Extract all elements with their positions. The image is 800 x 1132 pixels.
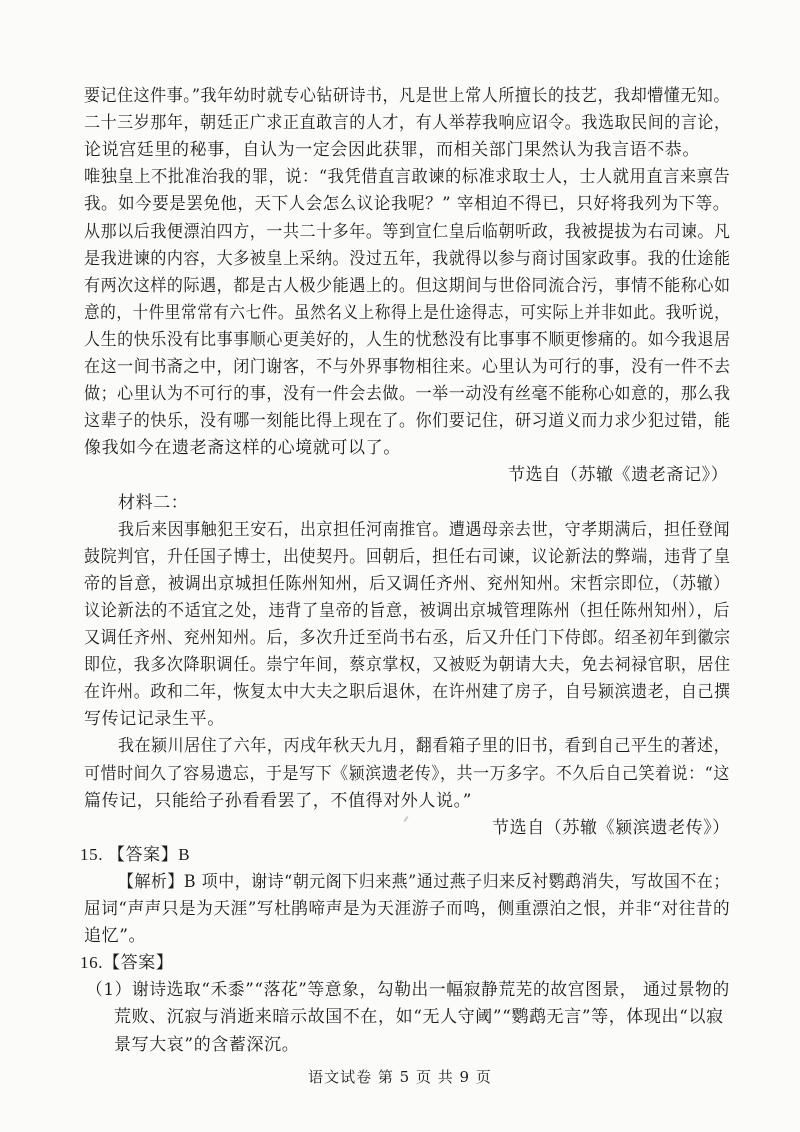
answer-heading: 16.【答案】 bbox=[80, 953, 174, 972]
page-footer: 语文试卷 第 5 页 共 9 页 bbox=[308, 1068, 492, 1086]
text-line: 要记住这件事。”我年幼时就专心钻研诗书，凡是世上常人所擅长的技艺，我却懵懂无知。 bbox=[84, 86, 730, 106]
analysis-line: 追忆”。 bbox=[84, 926, 147, 946]
text-line: 这辈子的快乐，没有哪一刻能比得上现在了。你们要记住，研习道义而力求少犯过错，能 bbox=[84, 411, 731, 431]
answer-line: 景写大哀”的含蓄深沉。 bbox=[114, 1035, 300, 1055]
text-line: 做；心里认为不可行的事，没有一件会去做。一举一动没有丝毫不能称心如意的，那么我 bbox=[84, 384, 731, 404]
answer-line: （1）谢诗选取“禾黍”“落花”等意象，勾勒出一幅寂静荒芜的故宫图景， 通过景物的 bbox=[86, 980, 730, 1000]
text-line: 从那以后我便漂泊四方，一共二十多年。等到宣仁皇后临朝听政，我被提拔为右司谏。凡 bbox=[84, 222, 731, 242]
text-line: 是我进谏的内容，大多被皇上采纳。没过五年，我就得以参与商讨国家政事。我的仕途能 bbox=[84, 249, 731, 269]
text-line: 议论新法的不适宜之处，违背了皇帝的旨意，被调出京城管理陈州（担任陈州知州），后 bbox=[84, 601, 731, 621]
text-line: 有两次这样的际遇，都是古人极少能遇上的。但这期间与世俗同流合污，事情不能称心如 bbox=[84, 276, 731, 296]
answer-heading: 15. 【答案】B bbox=[80, 845, 191, 864]
text-line: 即位，我多次降职调任。崇宁年间，蔡京掌权，又被贬为朝请大夫，免去祠禄官职，居住 bbox=[84, 655, 731, 675]
scan-mark bbox=[403, 816, 408, 822]
text-line: 我。如今要是罢免他，天下人会怎么议论我呢？” 宰相迫不得已，只好将我列为下等。 bbox=[84, 194, 730, 214]
source-attribution: 节选自（苏辙《颍滨遗老传》） bbox=[492, 818, 730, 838]
text-line: 鼓院判官，升任国子博士，出使契丹。回朝后，担任右司谏，议论新法的弊端，违背了皇 bbox=[84, 547, 731, 567]
text-line: 写传记记录生平。 bbox=[84, 709, 225, 729]
text-line: 我在颍川居住了六年，丙戌年秋天九月，翻看箱子里的旧书，看到自己平生的著述， bbox=[118, 736, 731, 756]
text-line: 论说宫廷里的秘事，自认为一定会因此获罪，而相关部门果然认为我言语不恭。 bbox=[84, 140, 700, 160]
analysis-line: 屈词“声声只是为天涯”写杜鹃啼声是为天涯游子而鸣，侧重漂泊之恨，并非“对往昔的 bbox=[84, 899, 731, 919]
section-heading: 材料二： bbox=[118, 493, 189, 513]
text-line: 在这一间书斋之中，闭门谢客，不与外界事物相往来。心里认为可行的事，没有一件不去 bbox=[84, 357, 731, 377]
text-line: 二十三岁那年，朝廷正广求正直敢言的人才，有人举荐我响应诏令。我选取民间的言论， bbox=[84, 113, 731, 133]
analysis-line: 【解析】B 项中，谢诗“朝元阁下归来燕”通过燕子归来反衬鹦鹉消失，写故国不在； bbox=[118, 872, 730, 892]
source-attribution: 节选自（苏辙《遗老斋记》） bbox=[508, 465, 729, 485]
text-line: 篇传记，只能给子孙看看罢了，不值得对外人说。” bbox=[84, 791, 472, 811]
answer-line: 荒败、沉寂与消逝来暗示故国不在，如“无人守阈”“鹦鹉无言”等，体现出“以寂 bbox=[114, 1007, 724, 1027]
text-line: 像我如今在遗老斋这样的心境就可以了。 bbox=[84, 438, 401, 458]
text-line: 唯独皇上不批准治我的罪，说：“我凭借直言敢谏的标准求取士人，士人就用直言来禀告 bbox=[84, 167, 731, 187]
text-line: 我后来因事触犯王安石，出京担任河南推官。遭遇母亲去世，守孝期满后，担任登闻 bbox=[118, 520, 731, 540]
text-line: 可惜时间久了容易遗忘，于是写下《颍滨遗老传》，共一万多字。不久后自己笑着说：“这 bbox=[84, 764, 730, 784]
text-line: 意的，十件里常常有六七件。虽然名义上称得上是仕途得志，可实际上并非如此。我听说， bbox=[84, 303, 731, 323]
text-line: 人生的快乐没有比事事顺心更美好的，人生的忧愁没有比事事不顺更惨痛的。如今我退居 bbox=[84, 330, 731, 350]
text-line: 帝的旨意，被调出京城担任陈州知州，后又调任齐州、兖州知州。宋哲宗即位，（苏辙） bbox=[84, 574, 731, 594]
text-line: 又调任齐州、兖州知州。后，多次升迁至尚书右丞，后又升任门下侍郎。绍圣初年到徽宗 bbox=[84, 628, 731, 648]
text-line: 在许州。政和二年，恢复太中大夫之职后退休，在许州建了房子，自号颍滨遗老，自己撰 bbox=[84, 682, 731, 702]
